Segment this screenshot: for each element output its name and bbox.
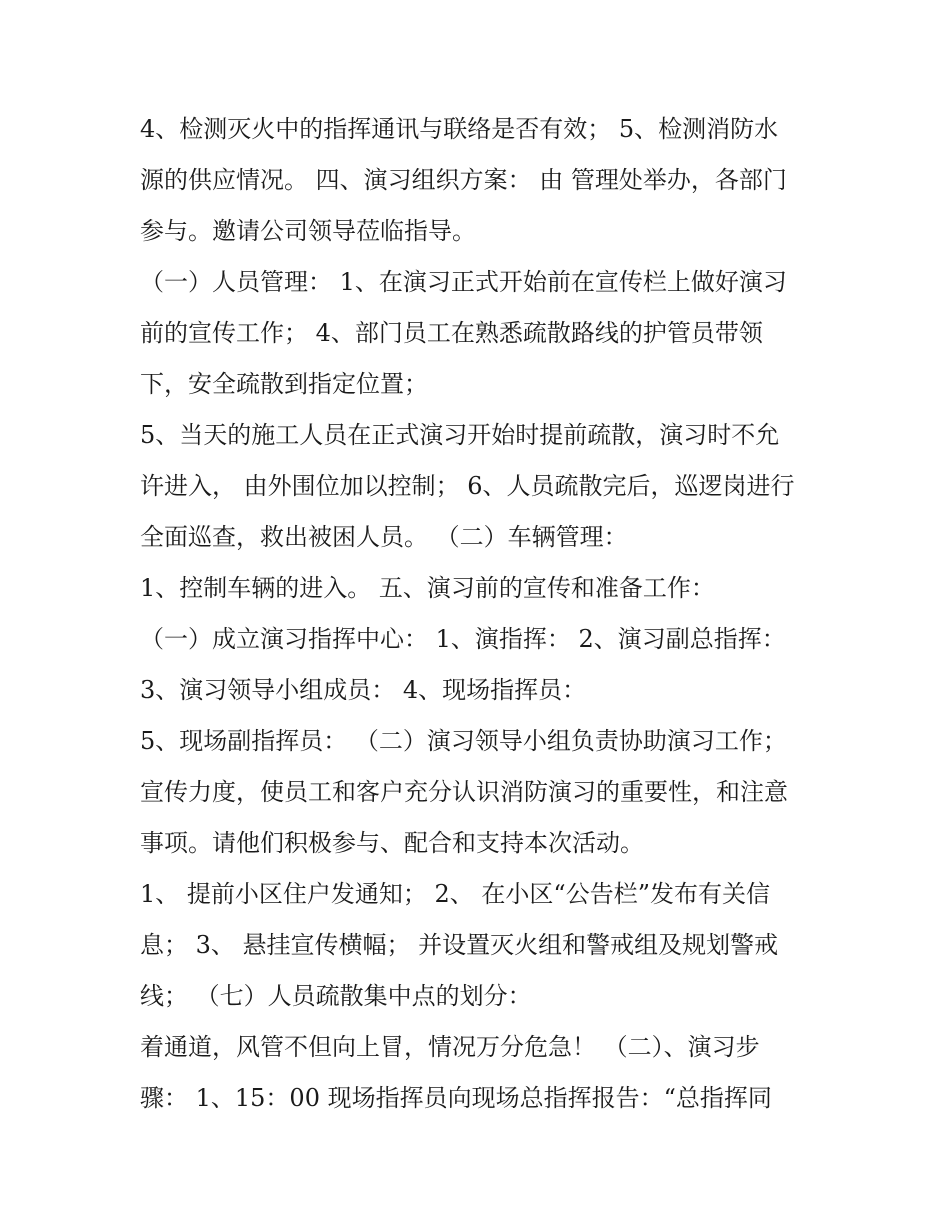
paragraph-personnel-management xyxy=(140,257,830,410)
paragraph-publicity xyxy=(140,716,830,869)
text-line: 源的供应情况。 四、演习组织方案： 由 管理处举办，各部门 xyxy=(140,166,787,194)
text-line: 4、检测灭火中的指挥通讯与联络是否有效； 5、检测消防水 xyxy=(140,115,779,143)
text-line: 1、控制车辆的进入。 五、演习前的宣传和准备工作： xyxy=(140,574,715,602)
text-line: 事项。请他们积极参与、配合和支持本次活动。 xyxy=(140,829,644,857)
paragraph-leadership-group xyxy=(140,665,830,716)
text-line: 许进入， 由外围位加以控制； 6、人员疏散完后，巡逻岗进行 xyxy=(140,472,795,500)
text-line: 参与。邀请公司领导莅临指导。 xyxy=(140,217,476,245)
text-line: 全面巡查，救出被困人员。 （二）车辆管理： xyxy=(140,523,628,551)
text-line: （一）成立演习指挥中心： 1、演指挥： 2、演习副总指挥： xyxy=(140,625,786,653)
paragraph-construction-staff xyxy=(140,410,830,563)
text-line: 5、当天的施工人员在正式演习开始时提前疏散，演习时不允 xyxy=(140,421,780,449)
text-line: 下，安全疏散到指定位置； xyxy=(140,370,428,398)
text-line: 宣传力度，使员工和客户充分认识消防演习的重要性，和注意 xyxy=(140,778,788,806)
text-line: 1、 提前小区住户发通知； 2、 在小区“公告栏”发布有关信 xyxy=(140,880,770,908)
text-line: 3、演习领导小组成员： 4、现场指挥员： xyxy=(140,676,587,704)
paragraph-notifications xyxy=(140,869,830,1022)
paragraph-test-objectives xyxy=(140,104,830,257)
paragraph-drill-steps xyxy=(140,1022,830,1124)
text-line: 前的宣传工作； 4、部门员工在熟悉疏散路线的护管员带领 xyxy=(140,319,763,347)
document-body xyxy=(140,104,830,1124)
paragraph-command-center xyxy=(140,614,830,665)
text-line: 骤： 1、15：00 现场指挥员向现场总指挥报告：“总指挥同 xyxy=(140,1084,772,1112)
text-line: （一）人员管理： 1、在演习正式开始前在宣传栏上做好演习 xyxy=(140,268,787,296)
text-line: 息； 3、 悬挂宣传横幅； 并设置灭火组和警戒组及规划警戒 xyxy=(140,931,779,959)
text-line: 着通道，风管不但向上冒，情况万分危急！ （二）、演习步 xyxy=(140,1033,760,1061)
text-line: 线； （七）人员疏散集中点的划分： xyxy=(140,982,532,1010)
paragraph-vehicle-control xyxy=(140,563,830,614)
text-line: 5、现场副指挥员： （二）演习领导小组负责协助演习工作； xyxy=(140,727,787,755)
